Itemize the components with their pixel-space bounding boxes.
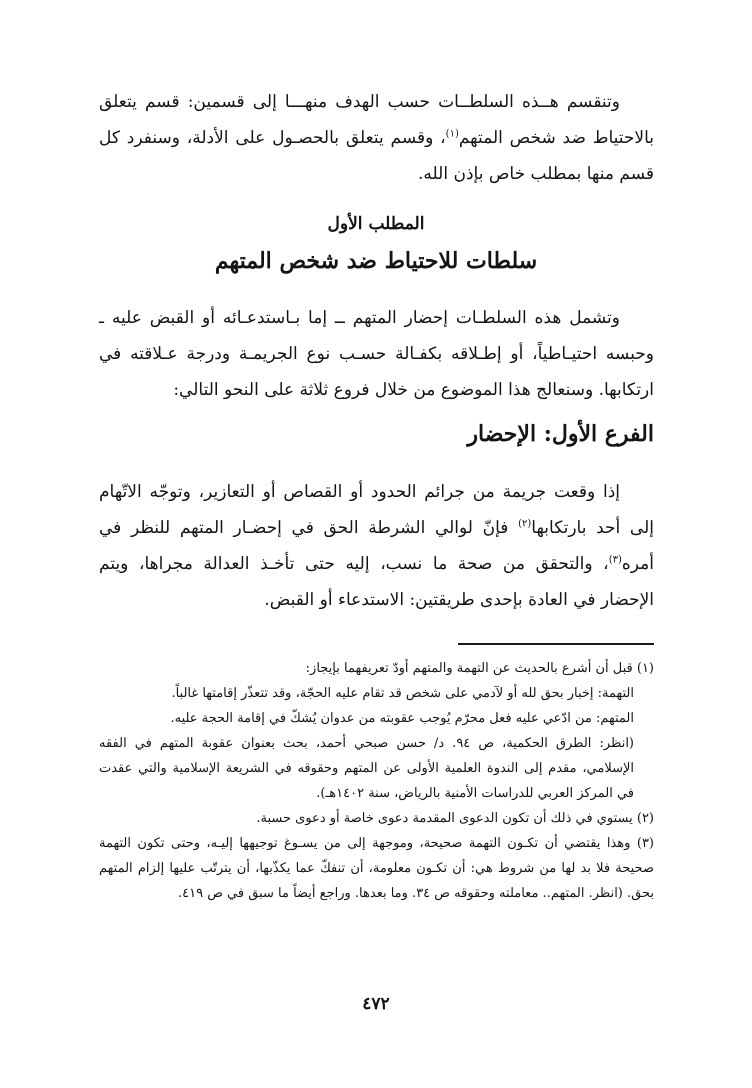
intro-text-cont: ، وقسم يتعلق بالحصـول على الأدلة، وسنفرد كل قسم منها بمطلب خاص بإذن الله. (99, 128, 654, 184)
intro-paragraph-block (99, 84, 654, 192)
intro-paragraph (99, 84, 654, 192)
footnote-1-intro: (١) قبل أن أشرع بالحديث عن التهمة والمتهم أودّ تعريفهما بإيجاز: (305, 661, 654, 676)
footnote-ref-1: (١) (445, 128, 459, 140)
branch-paragraph (99, 474, 654, 618)
section-label: المطلب الأول (327, 214, 425, 234)
branch-text-3: ، والتحقق من صحة ما نسب، إليه حتى تأخـذ العدالة مجراها، ويتم الإحضار في العادة بإحدى طريقتين: الاستدعاء أو القبض. (99, 554, 654, 610)
footnote-ref-3: (٣) (608, 554, 622, 566)
intro-text: وتنقسم هــذه السلطــات حسب الهدف منهـــا إلى قسمين: قسم يتعلق بالاحتياط ضد شخص المتهم (99, 92, 654, 148)
branch-heading: الفرع الأول: الإحضار (467, 421, 654, 447)
footnote-divider (458, 643, 654, 645)
footnote-1-tuhma: التهمة: إخبار بحق لله أو لآدمي على شخص قد تقام عليه الحجّة، وقد تتعذّر إقامتها غالباً. (171, 686, 634, 701)
footnote-2: (٢) يستوي في ذلك أن تكون الدعوى المقدمة دعوى خاصة أو دعوى حسبة. (256, 811, 654, 826)
footnotes (99, 656, 654, 906)
footnote-1-reference: (انظر: الطرق الحكمية، ص ٩٤. د/ حسن صبحي أحمد، بحث بعنوان عقوبة المتهم في الفقه الإسلامي، مقدم إلى الندوة العلمية الأولى عن المتهم وحقوقه في الشريعة الإسلامية والتي عقدت في المركز العربي للدراسات الأمنية بالرياض، سنة ١٤٠٢هـ). (99, 736, 634, 801)
section-paragraph: وتشمل هذه السلطـات إحضار المتهم ــ إما بـاستدعـائه أو القبض عليه ـ وحبسه احتيـاطياً، أو إطـلاقه بكفـالة حسـب نوع الجريمـة ودرجة عـلاقته في ارتكابها. وسنعالج هذا الموضوع من خلال فروع ثلاثة على النحو التالي: (99, 308, 654, 400)
branch-text-1: إذا وقعت جريمة من جرائم الحدود أو القصاص أو التعازير، وتوجّه الاتّهام إلى أحد بارتكابها (99, 482, 654, 538)
section-title: سلطات للاحتياط ضد شخص المتهم (214, 248, 538, 274)
branch-body (99, 474, 654, 618)
branch-text-2: فإنّ لوالي الشرطة الحق في إحضـار المتهم للنظر في أمره (99, 518, 654, 574)
footnote-1-muttaham: المتهم: من ادّعي عليه فعل محرّم يُوجب عقوبته من عدوان يُشكّ في إقامة الحجة عليه. (170, 711, 634, 726)
section-body (99, 300, 654, 408)
page-number: ٤٧٢ (362, 994, 390, 1014)
footnote-ref-2: (٢) (518, 518, 532, 530)
footnote-3: (٣) وهذا يقتضي أن تكـون التهمة صحيحة، وموجهة إلى من يسـوغ توجيهها إليـه، وحتى تكون التهمة صحيحة فلا بد لها من شروط هي: أن تكـون معلومة، أن تنفكّ عما يكذّبها، أن يترتّب عليها إلزام المتهم بحق. (انظر. المتهم.. معاملته وحقوقه ص ٣٤. وما بعدها. وراجع أيضاً ما سبق في ص ٤١٩. (99, 836, 654, 901)
